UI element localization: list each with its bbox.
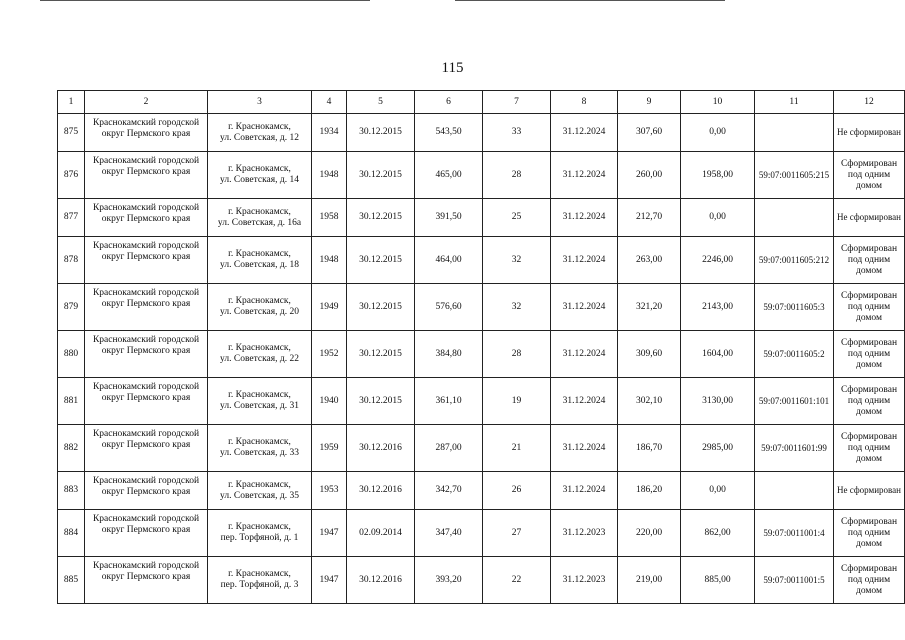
row-number: 882 xyxy=(58,425,85,472)
table-row xyxy=(58,378,905,425)
cadastral-cell: 59:07:0011601:99 xyxy=(755,425,834,472)
table-row xyxy=(58,152,905,199)
count-cell: 27 xyxy=(483,510,551,557)
row-number: 879 xyxy=(58,284,85,331)
header-col-8: 8 xyxy=(551,91,618,114)
municipality-line: Краснокамский городской xyxy=(92,241,200,251)
address-line: г. Краснокамск, xyxy=(228,121,291,132)
row-number: 876 xyxy=(58,152,85,199)
address-cell xyxy=(208,472,312,510)
address-line: г. Краснокамск, xyxy=(228,390,291,400)
status-line: домом xyxy=(856,265,882,276)
address-line: ул. Советская, д. 16а xyxy=(217,217,302,228)
cadastral-cell xyxy=(755,114,834,152)
status-cell xyxy=(834,114,905,152)
date1-cell: 30.12.2015 xyxy=(347,199,415,237)
status-line: под одним xyxy=(847,574,891,585)
header-col-11: 11 xyxy=(755,91,834,114)
status-line: под одним xyxy=(847,395,891,406)
area2-cell: 186,20 xyxy=(618,472,681,510)
address-line: ул. Советская, д. 12 xyxy=(220,132,299,143)
plot-area-cell: 885,00 xyxy=(681,557,755,604)
table-row xyxy=(58,331,905,378)
table-row xyxy=(58,237,905,284)
address-line: ул. Советская, д. 31 xyxy=(220,401,299,411)
area1-cell: 287,00 xyxy=(415,425,483,472)
area2-cell: 321,20 xyxy=(618,284,681,331)
address-line: пер. Торфяной, д. 1 xyxy=(220,533,299,543)
status-line: Сформирован xyxy=(840,516,898,527)
plot-area-cell: 3130,00 xyxy=(681,378,755,425)
municipality-line: Краснокамский городской xyxy=(92,382,200,392)
date1-cell: 30.12.2015 xyxy=(347,331,415,378)
address-cell xyxy=(208,425,312,472)
municipality-line: округ Пермского края xyxy=(101,487,191,497)
address-cell xyxy=(208,510,312,557)
municipality-line: Краснокамский городской xyxy=(92,476,200,486)
municipality-line: Краснокамский городской xyxy=(92,429,200,439)
area2-cell: 212,70 xyxy=(618,199,681,237)
cadastral-cell: 59:07:0011605:2 xyxy=(755,331,834,378)
municipality-line: округ Пермского края xyxy=(101,572,191,582)
date1-cell: 30.12.2015 xyxy=(347,152,415,199)
plot-area-cell: 1958,00 xyxy=(681,152,755,199)
table-row xyxy=(58,510,905,557)
address-line: г. Краснокамск, xyxy=(228,479,291,490)
address-line: г. Краснокамск, xyxy=(228,522,291,532)
area1-cell: 465,00 xyxy=(415,152,483,199)
cadastral-cell: 59:07:0011605:3 xyxy=(755,284,834,331)
plot-area-cell: 0,00 xyxy=(681,114,755,152)
status-line: Не сформирован xyxy=(837,212,901,222)
status-line: под одним xyxy=(847,527,891,538)
address-line: г. Краснокамск, xyxy=(228,437,291,447)
count-cell: 19 xyxy=(483,378,551,425)
cadastral-cell: 59:07:0011605:212 xyxy=(755,237,834,284)
municipality-cell xyxy=(85,199,208,237)
municipality-cell xyxy=(85,152,208,199)
status-cell xyxy=(834,472,905,510)
header-col-6: 6 xyxy=(415,91,483,114)
plot-area-cell: 2143,00 xyxy=(681,284,755,331)
address-line: ул. Советская, д. 22 xyxy=(220,354,299,364)
year-cell: 1953 xyxy=(312,472,347,510)
date2-cell: 31.12.2023 xyxy=(551,510,618,557)
header-row xyxy=(58,91,905,114)
status-line: Сформирован xyxy=(840,431,898,442)
header-col-5: 5 xyxy=(347,91,415,114)
municipality-line: Краснокамский городской xyxy=(92,203,200,213)
area1-cell: 576,60 xyxy=(415,284,483,331)
municipality-cell xyxy=(85,237,208,284)
row-number: 884 xyxy=(58,510,85,557)
address-line: г. Краснокамск, xyxy=(228,296,291,306)
address-cell xyxy=(208,237,312,284)
area2-cell: 219,00 xyxy=(618,557,681,604)
area2-cell: 186,70 xyxy=(618,425,681,472)
row-number: 877 xyxy=(58,199,85,237)
area1-cell: 361,10 xyxy=(415,378,483,425)
municipality-line: округ Пермского края xyxy=(101,214,191,224)
date1-cell: 30.12.2015 xyxy=(347,114,415,152)
address-cell xyxy=(208,284,312,331)
area1-cell: 384,80 xyxy=(415,331,483,378)
status-line: под одним xyxy=(847,301,891,312)
area2-cell: 307,60 xyxy=(618,114,681,152)
municipality-cell xyxy=(85,284,208,331)
status-cell xyxy=(834,557,905,604)
header-col-9: 9 xyxy=(618,91,681,114)
status-line: под одним xyxy=(847,254,891,265)
count-cell: 32 xyxy=(483,237,551,284)
status-line: домом xyxy=(856,312,882,323)
page-number: 115 xyxy=(441,60,464,76)
date1-cell: 30.12.2016 xyxy=(347,425,415,472)
cadastral-cell xyxy=(755,199,834,237)
count-cell: 28 xyxy=(483,152,551,199)
area1-cell: 393,20 xyxy=(415,557,483,604)
address-cell xyxy=(208,378,312,425)
plot-area-cell: 2985,00 xyxy=(681,425,755,472)
date2-cell: 31.12.2024 xyxy=(551,152,618,199)
date2-cell: 31.12.2024 xyxy=(551,472,618,510)
area2-cell: 263,00 xyxy=(618,237,681,284)
area2-cell: 260,00 xyxy=(618,152,681,199)
municipality-cell xyxy=(85,331,208,378)
municipality-cell xyxy=(85,510,208,557)
table-row xyxy=(58,425,905,472)
table-row xyxy=(58,199,905,237)
address-line: г. Краснокамск, xyxy=(228,206,291,217)
municipality-line: округ Пермского края xyxy=(101,299,191,309)
status-line: Сформирован xyxy=(840,290,898,301)
year-cell: 1958 xyxy=(312,199,347,237)
date1-cell: 02.09.2014 xyxy=(347,510,415,557)
municipality-line: Краснокамский городской xyxy=(92,514,200,524)
table-row xyxy=(58,472,905,510)
cadastral-cell xyxy=(755,472,834,510)
cadastral-cell: 59:07:0011605:215 xyxy=(755,152,834,199)
date2-cell: 31.12.2024 xyxy=(551,237,618,284)
address-cell xyxy=(208,557,312,604)
address-cell xyxy=(208,331,312,378)
status-line: Сформирован xyxy=(840,337,898,348)
row-number: 885 xyxy=(58,557,85,604)
municipality-line: округ Пермского края xyxy=(101,129,191,139)
date1-cell: 30.12.2016 xyxy=(347,472,415,510)
municipality-line: округ Пермского края xyxy=(101,525,191,535)
municipality-line: Краснокамский городской xyxy=(92,288,200,298)
plot-area-cell: 0,00 xyxy=(681,199,755,237)
address-line: ул. Советская, д. 33 xyxy=(220,448,299,458)
area1-cell: 543,50 xyxy=(415,114,483,152)
area1-cell: 464,00 xyxy=(415,237,483,284)
status-line: домом xyxy=(856,453,882,464)
year-cell: 1934 xyxy=(312,114,347,152)
address-line: г. Краснокамск, xyxy=(228,164,291,174)
date2-cell: 31.12.2024 xyxy=(551,114,618,152)
municipality-line: округ Пермского края xyxy=(101,167,191,177)
date1-cell: 30.12.2015 xyxy=(347,284,415,331)
plot-area-cell: 2246,00 xyxy=(681,237,755,284)
municipality-line: Краснокамский городской xyxy=(92,335,200,345)
year-cell: 1949 xyxy=(312,284,347,331)
cadastral-cell: 59:07:0011001:5 xyxy=(755,557,834,604)
register-table xyxy=(57,90,905,604)
top-rule-left xyxy=(40,0,370,1)
status-line: домом xyxy=(856,359,882,370)
status-cell xyxy=(834,331,905,378)
area2-cell: 220,00 xyxy=(618,510,681,557)
cadastral-cell: 59:07:0011601:101 xyxy=(755,378,834,425)
municipality-line: Краснокамский городской xyxy=(92,561,200,571)
address-line: ул. Советская, д. 20 xyxy=(220,307,299,317)
year-cell: 1948 xyxy=(312,237,347,284)
status-cell xyxy=(834,152,905,199)
count-cell: 26 xyxy=(483,472,551,510)
date2-cell: 31.12.2024 xyxy=(551,378,618,425)
row-number: 875 xyxy=(58,114,85,152)
municipality-line: Краснокамский городской xyxy=(92,118,200,128)
count-cell: 32 xyxy=(483,284,551,331)
municipality-cell xyxy=(85,557,208,604)
municipality-cell xyxy=(85,114,208,152)
area2-cell: 309,60 xyxy=(618,331,681,378)
header-col-2: 2 xyxy=(85,91,208,114)
year-cell: 1952 xyxy=(312,331,347,378)
address-line: пер. Торфяной, д. 3 xyxy=(220,580,299,590)
municipality-cell xyxy=(85,472,208,510)
year-cell: 1948 xyxy=(312,152,347,199)
header-col-7: 7 xyxy=(483,91,551,114)
date2-cell: 31.12.2024 xyxy=(551,199,618,237)
status-cell xyxy=(834,284,905,331)
count-cell: 25 xyxy=(483,199,551,237)
municipality-line: округ Пермского края xyxy=(101,252,191,262)
status-line: Не сформирован xyxy=(837,485,901,495)
municipality-line: округ Пермского края xyxy=(101,393,191,403)
status-cell xyxy=(834,378,905,425)
status-line: Сформирован xyxy=(840,563,898,574)
count-cell: 33 xyxy=(483,114,551,152)
status-line: под одним xyxy=(847,348,891,359)
status-line: домом xyxy=(856,406,882,417)
address-line: г. Краснокамск, xyxy=(228,569,291,579)
row-number: 878 xyxy=(58,237,85,284)
area2-cell: 302,10 xyxy=(618,378,681,425)
table-row xyxy=(58,114,905,152)
address-line: г. Краснокамск, xyxy=(228,249,291,259)
header-col-3: 3 xyxy=(208,91,312,114)
header-col-10: 10 xyxy=(681,91,755,114)
cadastral-cell: 59:07:0011001:4 xyxy=(755,510,834,557)
status-cell xyxy=(834,425,905,472)
date1-cell: 30.12.2015 xyxy=(347,378,415,425)
address-cell xyxy=(208,199,312,237)
address-cell xyxy=(208,152,312,199)
header-col-4: 4 xyxy=(312,91,347,114)
table-row xyxy=(58,557,905,604)
status-line: Сформирован xyxy=(840,243,898,254)
date2-cell: 31.12.2024 xyxy=(551,425,618,472)
year-cell: 1947 xyxy=(312,510,347,557)
status-line: домом xyxy=(856,180,882,191)
address-cell xyxy=(208,114,312,152)
count-cell: 21 xyxy=(483,425,551,472)
status-line: домом xyxy=(856,538,882,549)
plot-area-cell: 862,00 xyxy=(681,510,755,557)
date1-cell: 30.12.2015 xyxy=(347,237,415,284)
date2-cell: 31.12.2024 xyxy=(551,331,618,378)
year-cell: 1959 xyxy=(312,425,347,472)
status-line: домом xyxy=(856,585,882,596)
plot-area-cell: 1604,00 xyxy=(681,331,755,378)
status-line: под одним xyxy=(847,169,891,180)
area1-cell: 342,70 xyxy=(415,472,483,510)
municipality-cell xyxy=(85,425,208,472)
count-cell: 22 xyxy=(483,557,551,604)
header-col-1: 1 xyxy=(58,91,85,114)
municipality-line: округ Пермского края xyxy=(101,346,191,356)
municipality-line: Краснокамский городской xyxy=(92,156,200,166)
area1-cell: 391,50 xyxy=(415,199,483,237)
status-cell xyxy=(834,510,905,557)
top-rule-right xyxy=(455,0,725,1)
status-cell xyxy=(834,199,905,237)
status-cell xyxy=(834,237,905,284)
status-line: Сформирован xyxy=(840,158,898,169)
status-line: Сформирован xyxy=(840,384,898,395)
year-cell: 1940 xyxy=(312,378,347,425)
area1-cell: 347,40 xyxy=(415,510,483,557)
row-number: 881 xyxy=(58,378,85,425)
count-cell: 28 xyxy=(483,331,551,378)
year-cell: 1947 xyxy=(312,557,347,604)
address-line: ул. Советская, д. 18 xyxy=(220,260,299,270)
date1-cell: 30.12.2016 xyxy=(347,557,415,604)
address-line: г. Краснокамск, xyxy=(228,343,291,353)
row-number: 880 xyxy=(58,331,85,378)
date2-cell: 31.12.2024 xyxy=(551,284,618,331)
status-line: под одним xyxy=(847,442,891,453)
address-line: ул. Советская, д. 35 xyxy=(220,490,299,501)
date2-cell: 31.12.2023 xyxy=(551,557,618,604)
header-col-12: 12 xyxy=(834,91,905,114)
status-line: Не сформирован xyxy=(837,127,901,137)
municipality-line: округ Пермского края xyxy=(101,440,191,450)
plot-area-cell: 0,00 xyxy=(681,472,755,510)
address-line: ул. Советская, д. 14 xyxy=(220,175,299,185)
table-row xyxy=(58,284,905,331)
row-number: 883 xyxy=(58,472,85,510)
municipality-cell xyxy=(85,378,208,425)
